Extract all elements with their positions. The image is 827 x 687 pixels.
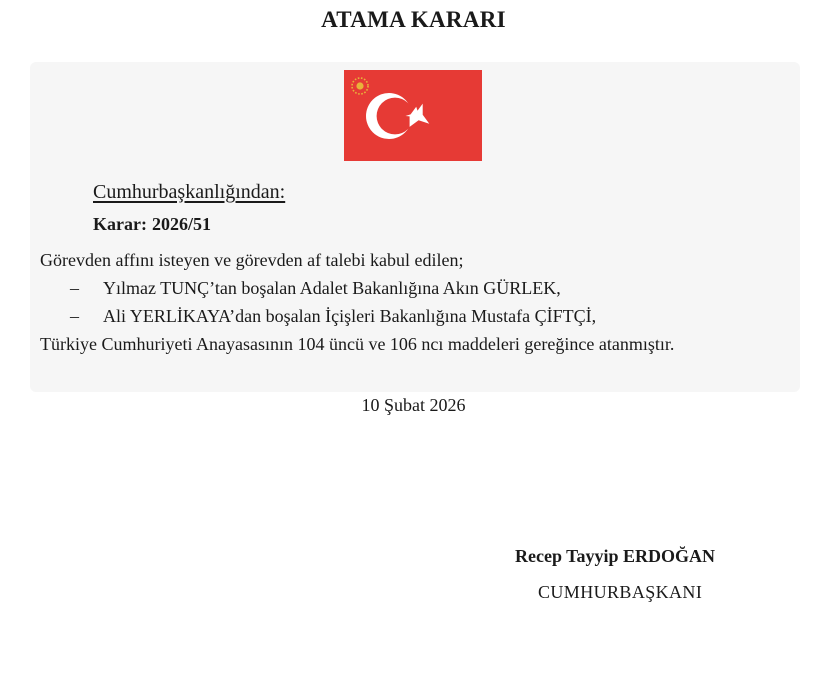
decision-line xyxy=(93,214,211,235)
closing-paragraph: Türkiye Cumhuriyeti Anayasasının 104 üncü ve 106 ncı maddeleri gereğince atanmıştır. xyxy=(40,334,675,354)
presidential-emblem-center xyxy=(356,82,363,89)
decision-number: 2026/51 xyxy=(151,214,211,234)
signatory-name: Recep Tayyip ERDOĞAN xyxy=(515,546,716,566)
intro-paragraph: Görevden affını isteyen ve görevden af talebi kabul edilen; xyxy=(40,250,464,270)
document-date: 10 Şubat 2026 xyxy=(361,395,466,415)
list-item-text: Yılmaz TUNÇ’tan boşalan Adalet Bakanlığına Akın GÜRLEK, xyxy=(103,278,561,298)
list-item xyxy=(70,306,596,327)
issuer-heading: Cumhurbaşkanlığından: xyxy=(93,181,286,203)
turkish-flag-icon xyxy=(344,70,482,161)
list-dash: – xyxy=(70,306,79,326)
list-dash: – xyxy=(70,278,79,298)
list-item xyxy=(70,278,561,299)
list-item-text: Ali YERLİKAYA’dan boşalan İçişleri Bakanlığına Mustafa ÇİFTÇİ, xyxy=(103,306,597,326)
document-title: ATAMA KARARI xyxy=(321,7,506,32)
decision-label: Karar: xyxy=(93,214,147,234)
signatory-title: CUMHURBAŞKANI xyxy=(538,582,703,602)
